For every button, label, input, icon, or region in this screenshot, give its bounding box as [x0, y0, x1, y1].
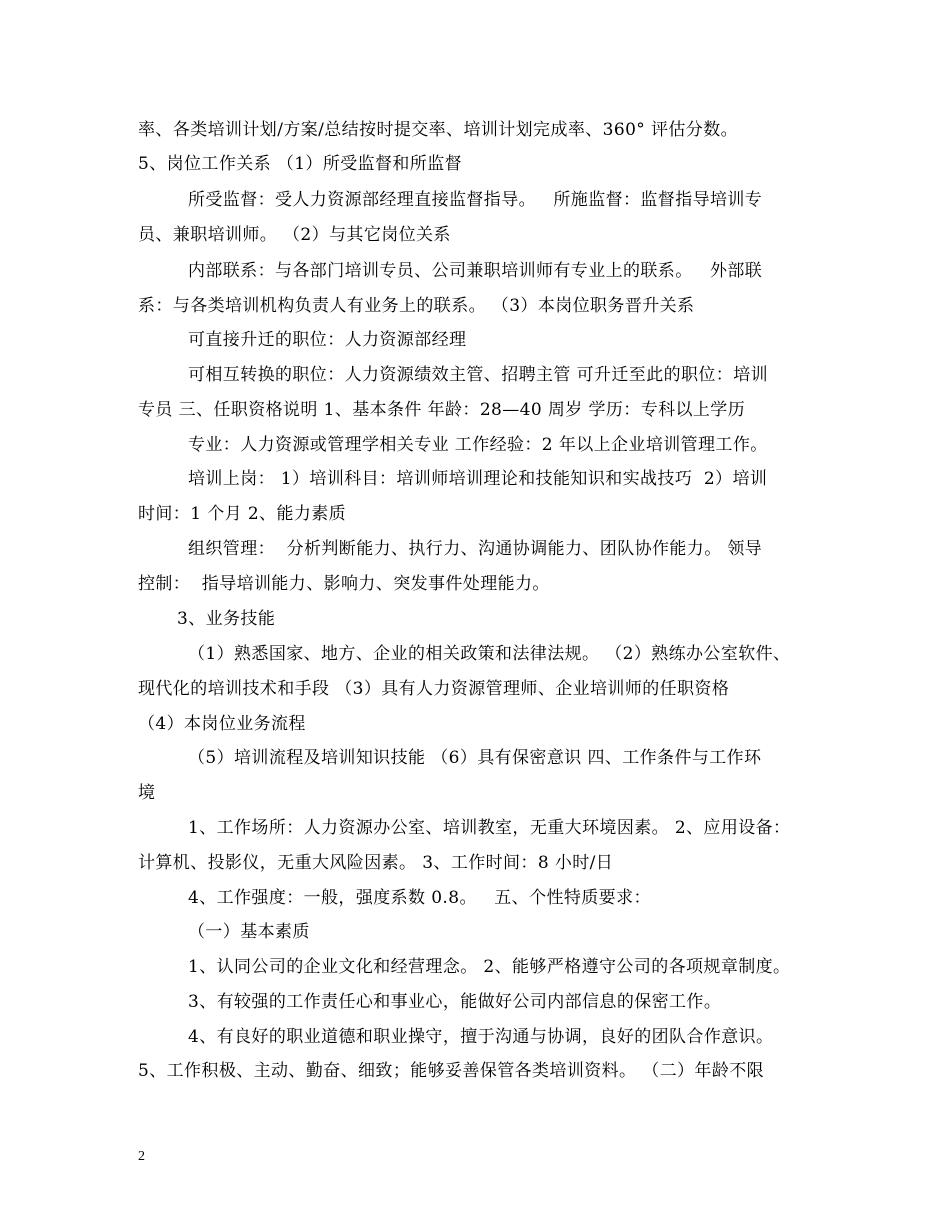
text-line: 专员 三、任职资格说明 1、基本条件 年龄：28—40 周岁 学历：专科以上学历 [138, 400, 746, 420]
text-line: （4）本岗位业务流程 [138, 714, 306, 734]
text-line: （5）培训流程及培训知识技能 （6）具有保密意识 四、工作条件与工作环 [188, 748, 762, 768]
text-line: （一）基本素质 [188, 922, 310, 942]
text-line: 可相互转换的职位：人力资源绩效主管、招聘主管 可升迁至此的职位：培训 [188, 365, 769, 385]
text-line: 现代化的培训技术和手段 （3）具有人力资源管理师、企业培训师的任职资格 [138, 679, 730, 699]
text-line: 专业：人力资源或管理学相关专业 工作经验：2 年以上企业培训管理工作。 [188, 435, 768, 455]
text-line: 4、有良好的职业道德和职业操守，擅于沟通与协调，良好的团队合作意识。 [188, 1027, 774, 1047]
text-line: 计算机、投影仪，无重大风险因素。 3、工作时间：8 小时/日 [138, 853, 614, 873]
text-line: 5、岗位工作关系 （1）所受监督和所监督 [138, 154, 463, 174]
text-line: 3、有较强的工作责任心和事业心，能做好公司内部信息的保密工作。 [188, 992, 722, 1012]
text-line: 系：与各类培训机构负责人有业务上的联系。 （3）本岗位职务晋升关系 [138, 296, 695, 316]
text-line: 内部联系：与各部门培训专员、公司兼职培训师有专业上的联系。 外部联 [188, 261, 763, 281]
text-line: 控制： 指导培训能力、影响力、突发事件处理能力。 [138, 574, 550, 594]
text-line: 4、工作强度：一般，强度系数 0.8。 五、个性特质要求： [188, 888, 651, 908]
text-line: 3、业务技能 [177, 609, 276, 629]
text-line: 1、工作场所：人力资源办公室、培训教室，无重大环境因素。 2、应用设备： [188, 818, 791, 838]
page-number: 2 [138, 1149, 145, 1164]
text-line: 5、工作积极、主动、勤奋、细致；能够妥善保管各类培训资料。 （二）年龄不限 [138, 1061, 765, 1081]
text-line: 可直接升迁的职位：人力资源部经理 [188, 330, 467, 350]
text-line: （1）熟悉国家、地方、企业的相关政策和法律法规。 （2）熟练办公室软件、 [188, 644, 791, 664]
text-line: 1、认同公司的企业文化和经营理念。 2、能够严格遵守公司的各项规章制度。 [188, 957, 791, 977]
text-line: 培训上岗： 1）培训科目：培训师培训理论和技能知识和实战技巧 2）培训 [188, 469, 768, 489]
text-line: 时间：1 个月 2、能力素质 [138, 504, 347, 524]
text-line: 率、各类培训计划/方案/总结按时提交率、培训计划完成率、360° 评估分数。 [138, 120, 739, 140]
text-line: 境 [138, 783, 156, 803]
text-line: 所受监督：受人力资源部经理直接监督指导。 所施监督：监督指导培训专 [188, 190, 763, 210]
text-line: 组织管理： 分析判断能力、执行力、沟通协调能力、团队协作能力。 领导 [188, 539, 763, 559]
text-line: 员、兼职培训师。 （2）与其它岗位关系 [138, 225, 451, 245]
